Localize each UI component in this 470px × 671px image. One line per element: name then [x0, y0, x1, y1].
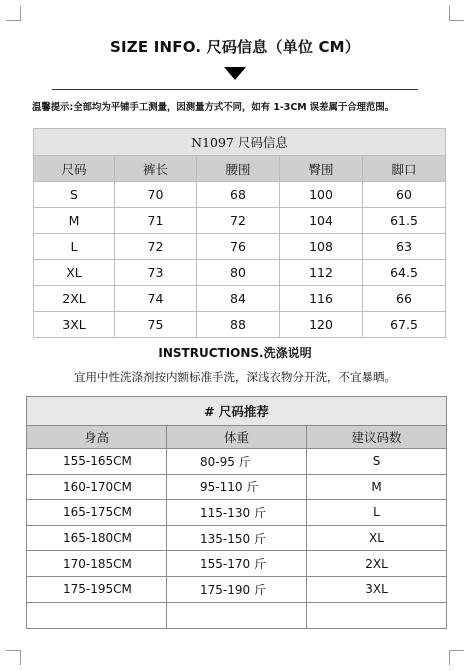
table-cell: L	[307, 500, 447, 526]
table-cell: XL	[307, 525, 447, 551]
table-cell: 64.5	[363, 260, 446, 286]
table-cell: 95-110 斤	[167, 474, 307, 500]
table-cell: 3XL	[307, 576, 447, 602]
table-cell: 175-195CM	[27, 576, 167, 602]
table-cell: 72	[115, 234, 197, 260]
table-cell: 155-170 斤	[167, 551, 307, 577]
table-cell: 120	[280, 312, 363, 338]
table-cell: 2XL	[34, 286, 115, 312]
table-cell: 100	[280, 182, 363, 208]
table-cell: 170-185CM	[27, 551, 167, 577]
instructions-title: INSTRUCTIONS.洗涤说明	[158, 346, 312, 360]
table-cell: 73	[115, 260, 197, 286]
table-cell: 165-180CM	[27, 525, 167, 551]
table-row	[34, 234, 446, 260]
size-table-caption: N1097 尺码信息	[34, 129, 446, 156]
table-row	[34, 286, 446, 312]
table-cell: 66	[363, 286, 446, 312]
table-cell	[167, 602, 307, 628]
table-row	[34, 208, 446, 234]
table-cell: 68	[197, 182, 280, 208]
table-cell: L	[34, 234, 115, 260]
crop-mark-bottom-left	[6, 650, 21, 665]
crop-mark-top-right	[449, 6, 464, 21]
column-header: 裤长	[115, 156, 197, 182]
table-cell: 112	[280, 260, 363, 286]
column-header: 脚口	[363, 156, 446, 182]
table-row	[27, 449, 447, 475]
column-header: 身高	[27, 426, 167, 449]
table-cell: 104	[280, 208, 363, 234]
crop-mark-top-left	[6, 6, 21, 21]
table-row	[27, 474, 447, 500]
table-cell: 160-170CM	[27, 474, 167, 500]
table-cell: 108	[280, 234, 363, 260]
column-header: 建议码数	[307, 426, 447, 449]
column-header: 臀围	[280, 156, 363, 182]
table-row	[34, 312, 446, 338]
table-cell: 135-150 斤	[167, 525, 307, 551]
column-header: 尺码	[34, 156, 115, 182]
table-cell: 115-130 斤	[167, 500, 307, 526]
table-cell: 84	[197, 286, 280, 312]
divider	[52, 89, 418, 90]
table-row	[34, 260, 446, 286]
table-cell: 175-190 斤	[167, 576, 307, 602]
table-row	[27, 576, 447, 602]
table-cell: 80-95 斤	[167, 449, 307, 475]
table-cell: 2XL	[307, 551, 447, 577]
table-cell	[307, 602, 447, 628]
size-table-header	[34, 156, 446, 182]
table-cell: 67.5	[363, 312, 446, 338]
table-cell: M	[34, 208, 115, 234]
table-cell: 71	[115, 208, 197, 234]
table-cell: 116	[280, 286, 363, 312]
table-cell: 75	[115, 312, 197, 338]
table-row	[27, 525, 447, 551]
down-arrow-icon	[224, 67, 246, 80]
size-recommendation-table	[26, 396, 447, 629]
table-cell: 165-175CM	[27, 500, 167, 526]
table-row	[27, 500, 447, 526]
table-cell: 61.5	[363, 208, 446, 234]
column-header: 体重	[167, 426, 307, 449]
washing-instructions: 宜用中性洗涤剂按内额标准手洗，深浅衣物分开洗，不宜暴晒。	[74, 370, 396, 384]
size-table	[33, 128, 446, 338]
table-cell: 60	[363, 182, 446, 208]
crop-mark-bottom-right	[449, 650, 464, 665]
table-cell: XL	[34, 260, 115, 286]
table-cell: 63	[363, 234, 446, 260]
table-cell: 3XL	[34, 312, 115, 338]
table-cell: S	[307, 449, 447, 475]
measurement-notice: 温馨提示:全部均为平铺手工测量，因测量方式不同，如有 1-3CM 误差属于合理范围。	[32, 102, 395, 113]
table-cell	[27, 602, 167, 628]
table-cell: 76	[197, 234, 280, 260]
table-cell: 74	[115, 286, 197, 312]
table-row	[27, 551, 447, 577]
table-cell: 88	[197, 312, 280, 338]
empty-row	[27, 602, 447, 628]
table-cell: S	[34, 182, 115, 208]
recommend-table-caption: # 尺码推荐	[27, 397, 447, 426]
table-cell: 155-165CM	[27, 449, 167, 475]
table-row	[34, 182, 446, 208]
table-cell: 70	[115, 182, 197, 208]
recommend-table-header	[27, 426, 447, 449]
column-header: 腰围	[197, 156, 280, 182]
table-cell: 72	[197, 208, 280, 234]
page-title: SIZE INFO. 尺码信息（单位 CM）	[109, 38, 360, 56]
table-cell: M	[307, 474, 447, 500]
table-cell: 80	[197, 260, 280, 286]
